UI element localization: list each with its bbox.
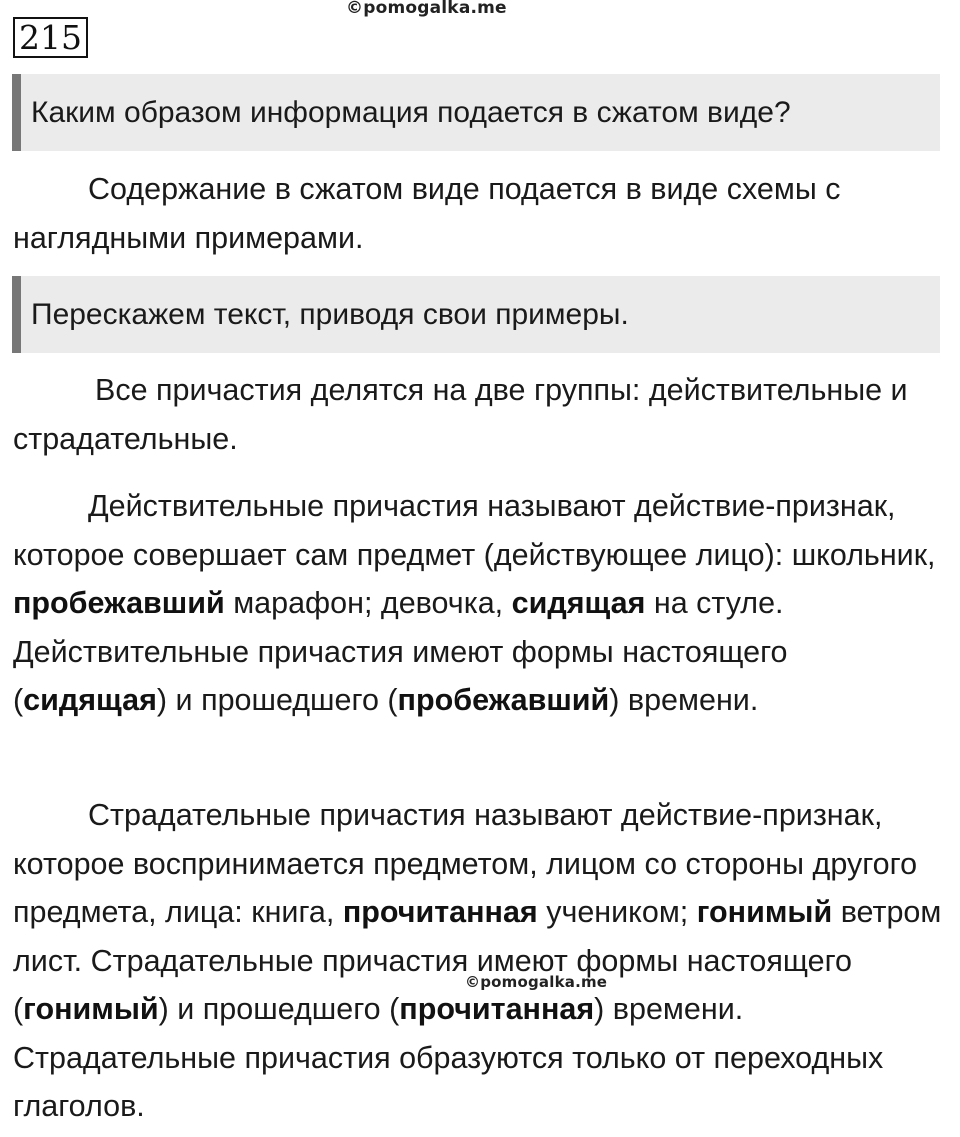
text-segment: учеником; (537, 895, 697, 929)
bold-example: прочитанная (399, 992, 595, 1026)
bold-example: гонимый (23, 992, 159, 1026)
bold-example: пробежавший (397, 683, 610, 717)
bold-example: сидящая (23, 683, 157, 717)
text-segment: ) и прошедшего ( (156, 683, 398, 717)
bold-example: пробежавший (13, 586, 225, 620)
paragraph-active-participles (13, 482, 948, 725)
watermark-top: ©pomogalka.me (346, 0, 507, 18)
bold-example: прочитанная (342, 895, 538, 929)
bold-example: сидящая (511, 586, 646, 620)
text-segment: Действительные причастия называют действие-признак, которое совершает сам предмет (действующее лицо): школьник, (13, 489, 936, 572)
question-heading-2: Перескажем текст, приводя свои примеры. (12, 276, 940, 353)
watermark-middle: ©pomogalka.me (465, 973, 608, 991)
paragraph-passive-participles (13, 791, 948, 1131)
text-segment: на стуле. Действительные причастия имеют формы настоящего ( (13, 586, 788, 717)
text-segment: ) времени. Страдательные причастия образуются только от переходных глаголов. (13, 992, 884, 1123)
text-segment: ветром лист. Страдательные причастия имеют формы настоящего ( (13, 895, 942, 1026)
text-segment: Страдательные причастия называют действие-признак, которое воспринимается предметом, лицом со стороны другого предмета, лица: книга, (13, 798, 918, 929)
task-number: 215 (13, 17, 88, 58)
text-segment: ) и прошедшего ( (158, 992, 400, 1026)
answer-paragraph-1: Содержание в сжатом виде подается в виде схемы с наглядными примерами. (13, 172, 841, 255)
bold-example: гонимый (696, 895, 833, 929)
text-segment: марафон; девочка, (224, 586, 512, 620)
paragraph-groups: Все причастия делятся на две группы: действительные и страдательные. (13, 373, 908, 456)
question-heading-1: Каким образом информация подается в сжатом виде? (12, 74, 940, 151)
text-segment: ) времени. (609, 683, 759, 717)
